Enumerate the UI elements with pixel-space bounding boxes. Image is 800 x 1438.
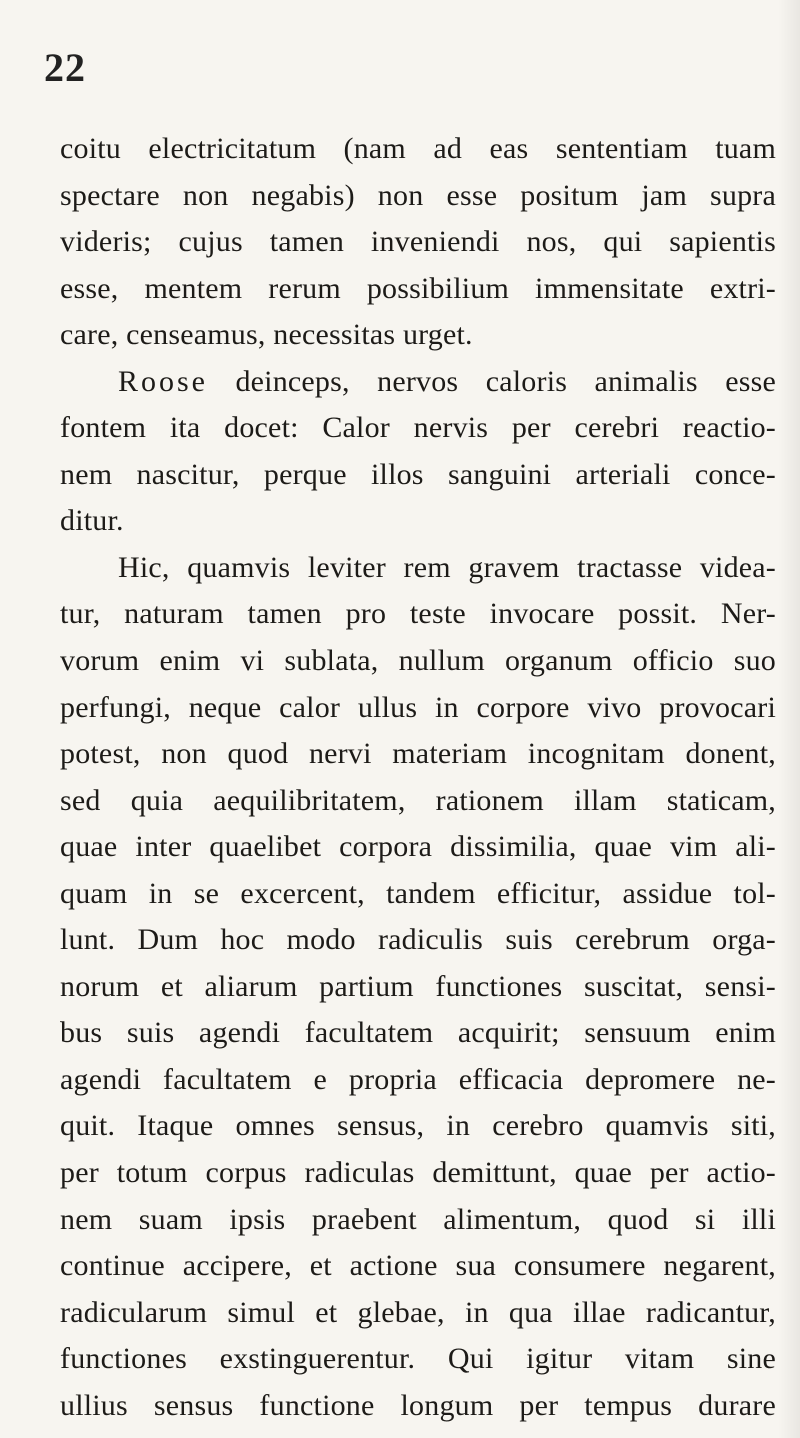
text-line: bus suis agendi facultatem acquirit; sensuum enim (60, 1016, 776, 1050)
text-line-paragraph-start: Hic, quamvis leviter rem gravem tractasse videa- (118, 550, 776, 584)
text-line: per totum corpus radiculas demittunt, quae per actio- (60, 1156, 776, 1190)
text-line: perfungi, neque calor ullus in corpore vivo provocari (60, 690, 776, 724)
text-line: ullius sensus functione longum per tempus durare (60, 1388, 776, 1422)
text-line: fontem ita docet: Calor nervis per cerebri reactio- (60, 411, 776, 445)
text-line: norum et aliarum partium functiones suscitat, sensi- (60, 969, 776, 1003)
text-line-rest: deinceps, nervos caloris animalis esse (235, 364, 776, 398)
text-line: coitu electricitatum (nam ad eas sententiam tuam (60, 132, 776, 165)
author-name: Roose (118, 364, 208, 398)
text-line: tur, naturam tamen pro teste invocare possit. Ner- (60, 597, 776, 631)
text-line: videris; cujus tamen inveniendi nos, qui sapientis (60, 225, 776, 259)
text-line: continue accipere, et actione sua consumere negarent, (60, 1249, 776, 1283)
text-line: sed quia aequilibritatem, rationem illam staticam, (60, 783, 776, 817)
text-line: vorum enim vi sublata, nullum organum officio suo (60, 644, 776, 678)
page-number: 22 (44, 45, 86, 90)
text-line: agendi facultatem e propria efficacia depromere ne- (60, 1062, 776, 1096)
text-line: quae inter quaelibet corpora dissimilia, quae vim ali- (60, 830, 776, 864)
text-line: quit. Itaque omnes sensus, in cerebro quamvis siti, (60, 1109, 776, 1143)
text-line: quam in se excercent, tandem efficitur, assidue tol- (60, 876, 776, 910)
text-line: functiones exstinguerentur. Qui igitur vitam sine (60, 1342, 776, 1376)
text-line: nem suam ipsis praebent alimentum, quod si illi (60, 1202, 776, 1236)
text-line: nem nascitur, perque illos sanguini arteriali conce- (60, 457, 776, 491)
text-line: lunt. Dum hoc modo radiculis suis cerebrum orga- (60, 923, 776, 957)
page-edge-shadow (778, 0, 800, 1438)
body-text (60, 126, 776, 1429)
text-line-paragraph-start (60, 359, 776, 406)
text-line: ditur. (60, 504, 124, 538)
text-line: radicularum simul et glebae, in qua illae radicantur, (60, 1295, 776, 1329)
text-line: spectare non negabis) non esse positum jam supra (60, 178, 776, 212)
text-line: esse, mentem rerum possibilium immensitate extri- (60, 271, 776, 305)
text-line: potest, non quod nervi materiam incognitam donent, (60, 737, 776, 771)
text-line: care, censeamus, necessitas urget. (60, 318, 473, 352)
